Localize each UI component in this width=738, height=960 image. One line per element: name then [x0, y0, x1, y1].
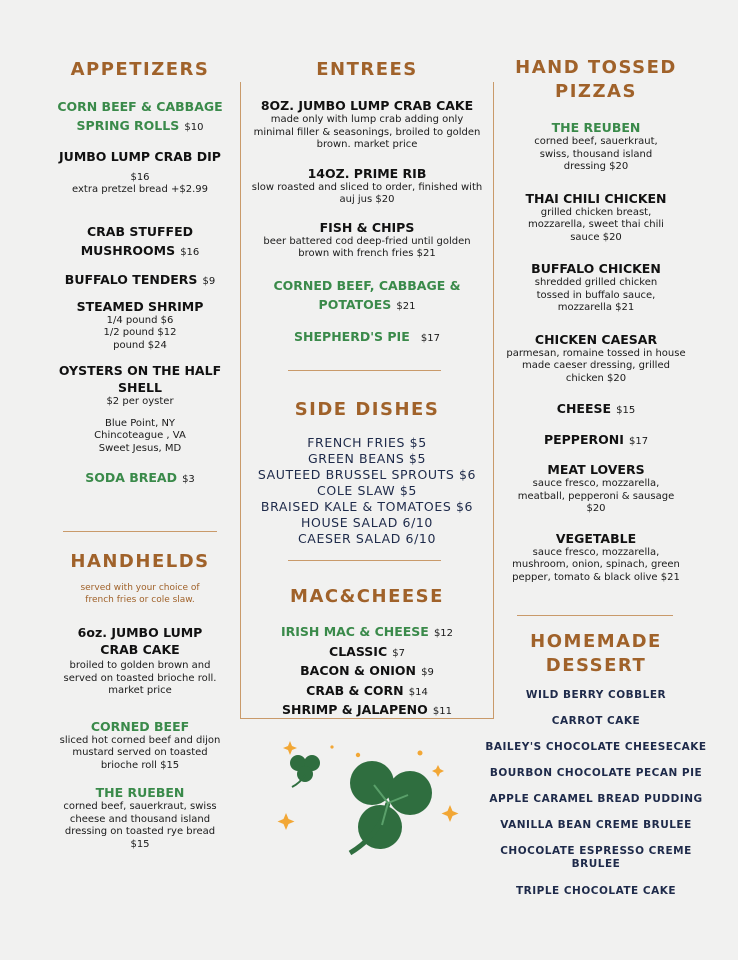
menu-item-stuffed-mushrooms: CRAB STUFFED MUSHROOMS $16	[80, 223, 200, 258]
shamrock-icon	[270, 735, 470, 865]
handhelds-heading: HANDHELDS	[70, 551, 210, 572]
pizza-chicken-caesar: CHICKEN CAESAR parmesan, romaine tossed in house made caeser dressing, grilled chicken $20	[506, 331, 686, 384]
right-column	[505, 56, 687, 584]
menu-item-handheld-rueben: THE RUEBEN corned beef, sauerkraut, swiss cheese and thousand island dressing on toasted rye bread $15	[63, 785, 217, 850]
pizza-pepperoni: PEPPERONI $17	[543, 432, 649, 447]
menu-item-corned-beef-cabbage: CORNED BEEF, CABBAGE & POTATOES $21	[273, 277, 461, 312]
menu-item-entree-crab-cake: 8OZ. JUMBO LUMP CRAB CAKE made only with lump crab adding only minimal filler & seasonings, broiled to golden brown. market price	[253, 98, 481, 150]
mac-cheese-section	[241, 585, 493, 719]
pizza-vegetable: VEGETABLE sauce fresco, mozzarella, mushroom, onion, spinach, green pepper, tomato & black olive $21	[512, 530, 680, 583]
menu-item-fish-chips: FISH & CHIPS beer battered cod deep-fried until golden brown with french fries $21	[263, 219, 471, 259]
divider	[517, 615, 673, 616]
divider	[288, 370, 441, 371]
dessert-heading: HOMEMADE DESSERT	[530, 631, 662, 676]
divider	[288, 560, 441, 561]
pizza-buffalo-chicken: BUFFALO CHICKEN shredded grilled chicken tossed in buffalo sauce, mozzarella $21	[531, 261, 661, 313]
list-item: COLE SLAW $5	[317, 483, 417, 498]
pizza-thai-chili: THAI CHILI CHICKEN grilled chicken breast, mozzarella, sweet thai chili sauce $20	[525, 190, 667, 243]
mac-cheese-heading: MAC&CHEESE	[290, 586, 444, 607]
list-item: CAESER SALAD 6/10	[297, 531, 437, 546]
menu-item-crab-dip: JUMBO LUMP CRAB DIP $16 extra pretzel bread +$2.99	[59, 149, 221, 195]
list-item: TRIPLE CHOCOLATE CAKE	[515, 885, 677, 897]
menu-item-buffalo-tenders: BUFFALO TENDERS $9	[64, 271, 216, 287]
side-dishes-section	[241, 398, 493, 547]
menu-item-spring-rolls: CORN BEEF & CABBAGE SPRING ROLLS $10	[57, 99, 223, 133]
pizza-cheese: CHEESE $15	[556, 401, 636, 416]
menu-item-handheld-corned-beef: CORNED BEEF sliced hot corned beef and dijon mustard served on toasted brioche roll $15	[59, 718, 221, 771]
list-item: SAUTEED BRUSSEL SPROUTS $6	[257, 467, 477, 482]
appetizers-heading: APPETIZERS	[70, 59, 210, 80]
dessert-list	[478, 689, 714, 898]
list-item: FRENCH FRIES $5	[307, 435, 427, 450]
pizza-reuben: THE REUBEN corned beef, sauerkraut, swiss, thousand island dressing $20	[534, 120, 658, 172]
list-item: VANILLA BEAN CREME BRULEE	[500, 819, 692, 831]
menu-item-oysters: OYSTERS ON THE HALF SHELL $2 per oyster Blue Point, NY Chincoteague , VA Sweet Jesus, MD	[58, 363, 222, 454]
menu-item-steamed-shrimp: STEAMED SHRIMP 1/4 pound $6 1/2 pound $12 pound $24	[76, 298, 204, 351]
side-dishes-list	[241, 435, 493, 547]
entrees-heading: ENTREES	[316, 59, 418, 80]
small-shamrock-icon	[290, 755, 320, 787]
list-item: GREEN BEANS $5	[307, 451, 427, 466]
menu-item-mac-shrimp: SHRIMP & JALAPENO $11	[282, 702, 452, 717]
side-dishes-heading: SIDE DISHES	[294, 399, 440, 420]
menu-item-shepherds-pie: SHEPHERD'S PIE $17	[294, 328, 440, 344]
pizza-meat-lovers: MEAT LOVERS sauce fresco, mozzarella, meatball, pepperoni & sausage $20	[517, 462, 675, 514]
left-column	[55, 58, 225, 486]
menu-item-irish-mac: IRISH MAC & CHEESE $12	[280, 624, 454, 639]
list-item: CARROT CAKE	[551, 715, 641, 727]
menu-item-soda-bread: SODA BREAD $3	[85, 470, 195, 485]
list-item: WILD BERRY COBBLER	[525, 689, 667, 701]
dessert-section	[478, 630, 714, 898]
list-item: APPLE CARAMEL BREAD PUDDING	[489, 793, 703, 805]
middle-column	[241, 58, 493, 345]
menu-item-mac-classic: CLASSIC $7	[329, 643, 405, 659]
list-item: BRAISED KALE & TOMATOES $6	[260, 499, 474, 514]
large-shamrock-icon	[350, 761, 432, 853]
list-item: BAILEY'S CHOCOLATE CHEESECAKE	[485, 741, 707, 753]
menu-item-mac-crab: CRAB & CORN $14	[306, 682, 428, 698]
menu-item-mac-bacon: BACON & ONION $9	[300, 663, 434, 678]
list-item: CHOCOLATE ESPRESSO CREME BRULEE	[500, 845, 692, 870]
divider	[63, 531, 217, 532]
list-item: BOURBON CHOCOLATE PECAN PIE	[489, 767, 703, 779]
handhelds-note: served with your choice of french fries or cole slaw.	[80, 583, 200, 605]
menu-item-prime-rib: 14OZ. PRIME RIB slow roasted and sliced to order, finished with auj jus $20	[251, 165, 483, 205]
menu-item-handheld-crab-cake: 6oz. JUMBO LUMP CRAB CAKE	[77, 625, 203, 657]
handhelds-section: HANDHELDS served with your choice of french fries or cole slaw. 6oz. JUMBO LUMP CRAB CAKE broiled to golden brown and served on toasted brioche roll. market price CORNED BEEF sliced hot corned beef and dijon mustard served on toasted brioche roll $15 THE RUEBEN corned beef, sauerkraut, swiss cheese and thousand island dressing on toasted rye bread $15	[55, 550, 225, 851]
list-item: HOUSE SALAD 6/10	[301, 515, 433, 530]
pizzas-heading: HAND TOSSED PIZZAS	[515, 57, 677, 102]
